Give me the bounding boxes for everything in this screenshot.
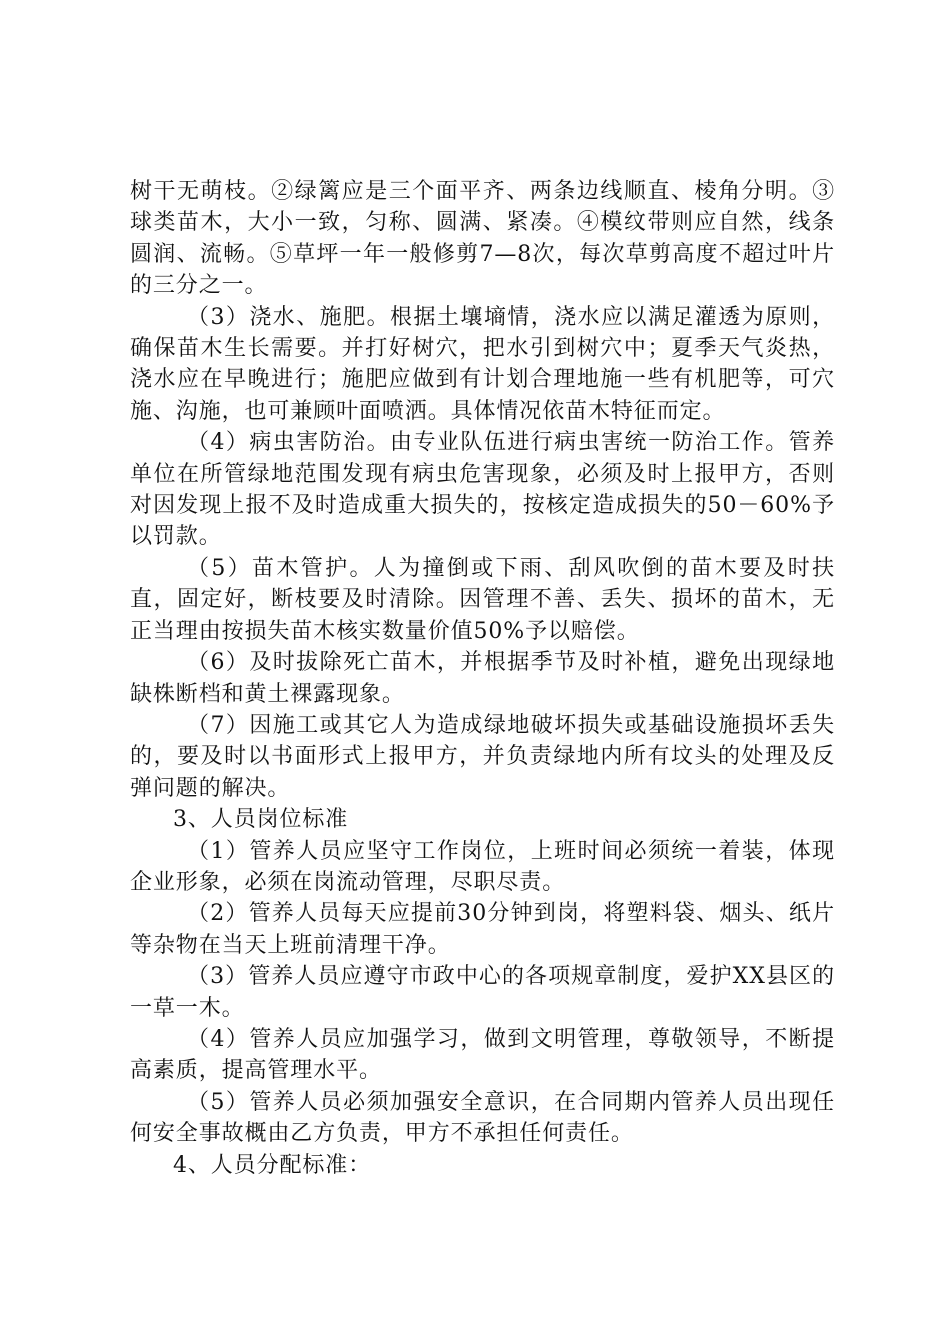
section-heading-staff-standards: 3、人员岗位标准 bbox=[173, 807, 349, 833]
document-body bbox=[130, 176, 835, 1181]
paragraph-staff-arrival: （2）管养人员每天应提前30分钟到岗，将塑料袋、烟头、纸片等杂物在当天上班前清理干净。 bbox=[130, 901, 835, 958]
paragraph-replanting: （6）及时拔除死亡苗木，并根据季节及时补植，避免出现绿地缺株断档和黄土裸露现象。 bbox=[130, 650, 835, 707]
paragraph-staff-safety: （5）管养人员必须加强安全意识，在合同期内管养人员出现任何安全事故概由乙方负责，甲方不承担任何责任。 bbox=[130, 1089, 835, 1147]
paragraph-staff-rules: （3）管养人员应遵守市政中心的各项规章制度，爱护XX县区的一草一木。 bbox=[130, 964, 835, 1021]
paragraph-pest-control: （4）病虫害防治。由专业队伍进行病虫害统一防治工作。管养单位在所管绿地范围发现有病虫危害现象，必须及时上报甲方，否则对因发现上报不及时造成重大损失的，按核定造成损失的50－60%予以罚款。 bbox=[130, 430, 835, 550]
paragraph-staff-learning: （4）管养人员应加强学习，做到文明管理，尊敬领导，不断提高素质，提高管理水平。 bbox=[130, 1026, 835, 1084]
paragraph-staff-duty: （1）管养人员应坚守工作岗位，上班时间必须统一着装，体现企业形象，必须在岗流动管理，尽职尽责。 bbox=[130, 838, 835, 895]
paragraph-watering-fertilizing: （3）浇水、施肥。根据土壤墒情，浇水应以满足灌透为原则，确保苗木生长需要。并打好树穴，把水引到树穴中；夏季天气炎热，浇水应在早晚进行；施肥应做到有计划合理地施一些有机肥等，可穴施、沟施，也可兼顾叶面喷洒。具体情况依苗木特征而定。 bbox=[130, 304, 835, 424]
paragraph-damage-reporting: （7）因施工或其它人为造成绿地破坏损失或基础设施损坏丢失的，要及时以书面形式上报甲方，并负责绿地内所有坟头的处理及反弹问题的解决。 bbox=[130, 712, 835, 801]
section-heading-staff-allocation: 4、人员分配标准： bbox=[173, 1152, 372, 1178]
paragraph-seedling-protection: （5）苗木管护。人为撞倒或下雨、刮风吹倒的苗木要及时扶直，固定好，断枝要及时清除。因管理不善、丢失、损坏的苗木，无正当理由按损失苗木核实数量价值50%予以赔偿。 bbox=[130, 555, 835, 644]
paragraph-pruning-standards: 树干无萌枝。②绿篱应是三个面平齐、两条边线顺直、棱角分明。③球类苗木，大小一致，匀称、圆满、紧凑。④模纹带则应自然，线条圆润、流畅。⑤草坪一年一般修剪7—8次，每次草剪高度不超过叶片的三分之一。 bbox=[130, 179, 835, 299]
